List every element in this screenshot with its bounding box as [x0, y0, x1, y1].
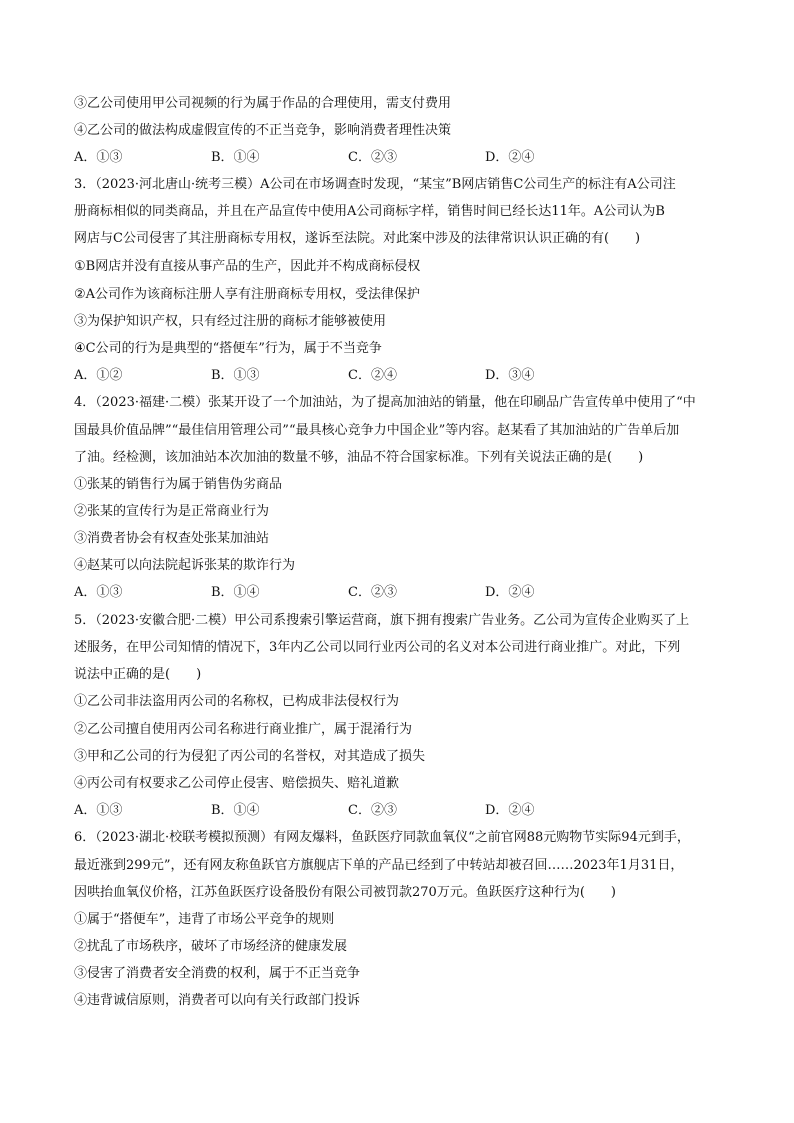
q4-choice-a: A．①③ — [74, 585, 123, 600]
q3-choice-d: D．③④ — [485, 368, 535, 383]
q5-option-2: ②乙公司擅自使用丙公司名称进行商业推广，属于混淆行为 — [74, 722, 413, 737]
q2-choice-c: C．②③ — [348, 150, 397, 165]
q3-option-3: ③为保护知识产权，只有经过注册的商标才能够被使用 — [74, 314, 387, 329]
q6-stem-line: 6．（2023·湖北·校联考模拟预测）有网友爆料，鱼跃医疗同款血氧仪“之前官网88元购物节实际94元到手， — [74, 830, 690, 845]
q6-option-3: ③侵害了消费者安全消费的权利，属于不正当竞争 — [74, 966, 361, 981]
q4-stem-line: 了油。经检测，该加油站本次加油的数量不够，油品不符合国家标准。下列有关说法正确的是( ) — [74, 450, 644, 465]
q3-option-2: ②A公司作为该商标注册人享有注册商标专用权，受法律保护 — [74, 287, 421, 302]
q2-option-4: ④乙公司的做法构成虚假宣传的不正当竞争，影响消费者理性决策 — [74, 123, 452, 138]
q5-choice-d: D．②④ — [485, 803, 535, 818]
q4-choice-b: B．①④ — [211, 585, 260, 600]
q4-option-4: ④赵某可以向法院起诉张某的欺诈行为 — [74, 558, 296, 573]
q3-choices — [74, 367, 734, 385]
q3-choice-c: C．②④ — [348, 368, 397, 383]
q4-choices — [74, 584, 734, 602]
q5-choices — [74, 802, 734, 820]
q5-stem-line: 说法中正确的是( ) — [74, 667, 202, 682]
q3-stem-line: 册商标相似的同类商品，并且在产品宣传中使用A公司商标字样，销售时间已经长达11年。A公司认为B — [74, 204, 665, 219]
q5-choice-a: A．①③ — [74, 803, 123, 818]
q5-stem-line: 述服务，在甲公司知情的情况下，3年内乙公司以同行业丙公司的名义对本公司进行商业推广。对此，下列 — [74, 640, 681, 655]
q4-option-3: ③消费者协会有权查处张某加油站 — [74, 531, 270, 546]
q6-option-2: ②扰乱了市场秩序，破坏了市场经济的健康发展 — [74, 939, 348, 954]
q4-option-2: ②张某的宣传行为是正常商业行为 — [74, 504, 270, 519]
q4-stem-line: 4．（2023·福建·二模）张某开设了一个加油站，为了提高加油站的销量，他在印刷品广告宣传单中使用了“中 — [74, 395, 696, 410]
q2-option-3: ③乙公司使用甲公司视频的行为属于作品的合理使用，需支付费用 — [74, 96, 452, 111]
q5-option-4: ④丙公司有权要求乙公司停止侵害、赔偿损失、赔礼道歉 — [74, 776, 400, 791]
q5-stem-line: 5．（2023·安徽合肥·二模）甲公司系搜索引擎运营商，旗下拥有搜索广告业务。乙公司为宣传企业购买了上 — [74, 613, 690, 628]
q5-option-1: ①乙公司非法盗用丙公司的名称权，已构成非法侵权行为 — [74, 694, 400, 709]
q3-stem-line: 3．（2023·河北唐山·统考三模）A公司在市场调查时发现，“某宝”B网店销售C公司生产的标注有A公司注 — [74, 177, 676, 192]
q5-choice-c: C．②③ — [348, 803, 397, 818]
q2-choice-b: B．①④ — [211, 150, 260, 165]
q6-stem-line: 因哄抬血氧仪价格，江苏鱼跃医疗设备股份有限公司被罚款270万元。鱼跃医疗这种行为( ) — [74, 885, 616, 900]
q2-choice-a: A．①③ — [74, 150, 123, 165]
q4-choice-d: D．②④ — [485, 585, 535, 600]
q3-option-4: ④C公司的行为是典型的“搭便车”行为，属于不当竞争 — [74, 341, 382, 356]
q4-stem-line: 国最具价值品牌”“最佳信用管理公司”“最具核心竞争力中国企业”等内容。赵某看了其加油站的广告单后加 — [74, 423, 680, 438]
q5-choice-b: B．①④ — [211, 803, 260, 818]
q2-choice-d: D．②④ — [485, 150, 535, 165]
q6-stem-line: 最近涨到299元”，还有网友称鱼跃官方旗舰店下单的产品已经到了中转站却被召回……2023年1月31日， — [74, 858, 684, 873]
q3-choice-a: A．①② — [74, 368, 123, 383]
q6-option-1: ①属于“搭便车”，违背了市场公平竞争的规则 — [74, 912, 335, 927]
q6-option-4: ④违背诚信原则，消费者可以向有关行政部门投诉 — [74, 993, 361, 1008]
q3-option-1: ①B网店并没有直接从事产品的生产，因此并不构成商标侵权 — [74, 259, 421, 274]
q4-option-1: ①张某的销售行为属于销售伪劣商品 — [74, 477, 283, 492]
q2-choices — [74, 149, 734, 167]
q3-stem-line: 网店与C公司侵害了其注册商标专用权，遂诉至法院。对此案中涉及的法律常识认识正确的有( ) — [74, 231, 641, 246]
q3-choice-b: B．①③ — [211, 368, 260, 383]
q4-choice-c: C．②③ — [348, 585, 397, 600]
q5-option-3: ③甲和乙公司的行为侵犯了丙公司的名誉权，对其造成了损失 — [74, 749, 426, 764]
